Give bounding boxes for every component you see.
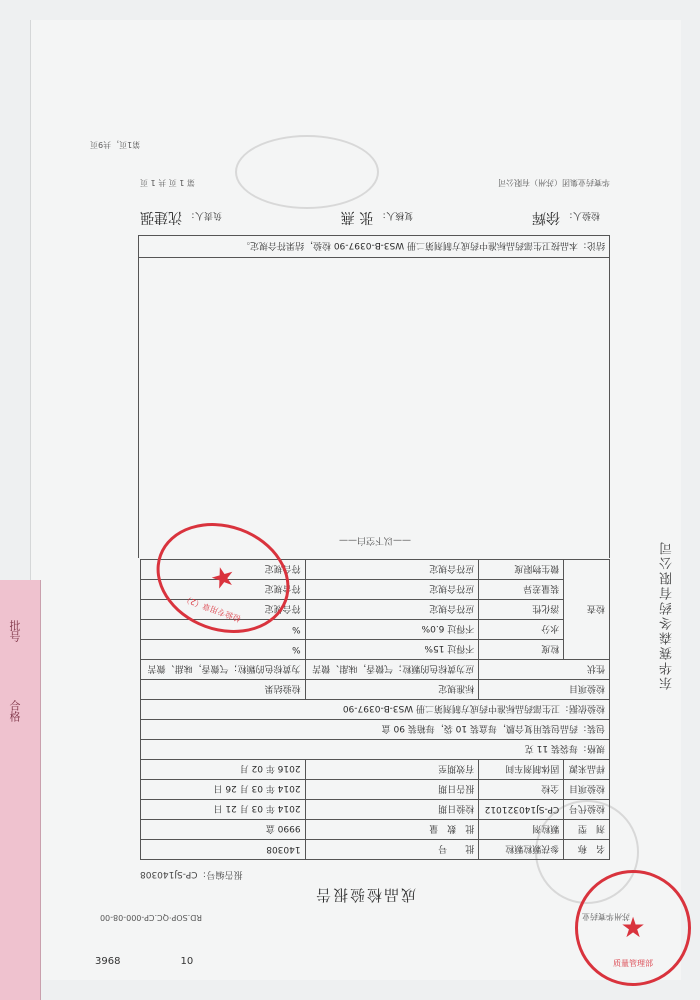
cell: 2014 年 03 月 21 日 <box>141 800 306 820</box>
approver-label: 负责人： <box>186 210 223 220</box>
cell: 参茯颗粒颗粒 <box>479 840 564 860</box>
seal-star-icon: ★ <box>620 911 646 944</box>
cell: 140308 <box>141 840 306 860</box>
check-label-cell: 检查 <box>564 560 610 660</box>
table-row <box>141 640 610 660</box>
page-number: 第1页，共9页 <box>90 140 141 149</box>
footer-pages: 第 1 页 共 1 页 <box>140 178 195 187</box>
table-header-row <box>141 680 610 700</box>
table-row <box>141 840 610 860</box>
cell: 溶化性 <box>479 600 564 620</box>
signature-row <box>140 208 600 228</box>
seal-star-icon: ★ <box>205 558 241 599</box>
cell: 性状 <box>479 660 610 680</box>
cell: 2014 年 03 月 26 日 <box>141 780 306 800</box>
bottom-code: 3968 <box>95 956 121 967</box>
doc-code: RD.SOP·QC.CP-000-08-00 <box>100 913 202 922</box>
cell: 批 号 <box>305 840 479 860</box>
checker-label: 检验人： <box>563 210 600 220</box>
cell: 检验日期 <box>305 800 479 820</box>
seal-text: 质量管理部 <box>613 959 653 968</box>
checker-signature: 徐辉 <box>531 209 560 225</box>
report-footer <box>140 177 610 188</box>
cell: 水分 <box>479 620 564 640</box>
report-number: 报告编号：CP-SJ140308 <box>140 869 243 879</box>
cell: 有效期至 <box>305 760 479 780</box>
cell: 检验代号 <box>564 800 610 820</box>
table-row <box>141 760 610 780</box>
cell: 9990 盒 <box>141 820 306 840</box>
cell: 符合规定 <box>141 600 306 620</box>
cell: 符合规定 <box>141 580 306 600</box>
cell: 样品来源 <box>564 760 610 780</box>
pink-slip <box>0 580 41 1000</box>
package-cell: 包装：药品包装用复合膜，每盒装 10 袋，每箱装 90 盒 <box>141 720 610 740</box>
cell: 检验项目 <box>564 780 610 800</box>
footer-company: 华赛药业集团（苏州）有限公司 <box>498 178 610 187</box>
reviewer <box>341 208 413 228</box>
reviewer-label: 复核人： <box>377 210 414 220</box>
basis-cell: 检验依据：卫生部药品标准中药成方制剂第二册 WS3-B-0397-90 <box>141 700 610 720</box>
report-topline <box>100 911 630 922</box>
cell: 应符合规定 <box>305 600 479 620</box>
cell: 2016 年 02 月 <box>141 760 306 780</box>
cell: % <box>141 620 306 640</box>
report-title: 成品检验报告 <box>314 886 417 904</box>
checker <box>532 208 600 228</box>
cell: 符合规定 <box>141 560 306 580</box>
table-row <box>141 820 610 840</box>
cell: 全检 <box>479 780 564 800</box>
cell: 装量差异 <box>479 580 564 600</box>
cell: 颗粒剂 <box>479 820 564 840</box>
bottom-mid: 10 <box>180 956 194 967</box>
spec-cell: 规格：每袋装 11 克 <box>141 740 610 760</box>
cell: % <box>141 640 306 660</box>
inspection-report <box>90 110 630 940</box>
cell: 为黄棕色的颗粒；气微香，味甜、微苦 <box>141 660 306 680</box>
cell: 固体制剂车间 <box>479 760 564 780</box>
approver <box>140 208 222 228</box>
table-row <box>141 700 610 720</box>
cell: 应符合规定 <box>305 580 479 600</box>
cell: CP-SJ140321012 <box>479 800 564 820</box>
table-row <box>141 780 610 800</box>
cell: 剂 型 <box>564 820 610 840</box>
table-row <box>141 800 610 820</box>
cell: 应符合规定 <box>305 560 479 580</box>
approver-signature: 沈建强 <box>140 209 182 225</box>
pink-slip-text: 合格 <box>8 700 21 722</box>
side-label: 东华赛森冬药有限公司 <box>660 540 675 690</box>
no-more-marker: ——以下空白—— <box>339 535 412 545</box>
cell: 粒度 <box>479 640 564 660</box>
reviewer-signature: 张 燕 <box>340 209 374 225</box>
col-header-standard: 标准规定 <box>305 680 479 700</box>
bottom-numbers <box>95 956 193 967</box>
cell: 不得过 15% <box>305 640 479 660</box>
cell: 报告日期 <box>305 780 479 800</box>
col-header-result: 检验结果 <box>141 680 306 700</box>
table-row <box>141 720 610 740</box>
seal-text: 检验专用章（2） <box>181 593 243 624</box>
conclusion: 结论：本品按卫生部药品标准中药成方制剂第二册 WS3-B-0397-90 检验，结果符合规定。 <box>138 235 610 258</box>
red-seal-corner <box>575 870 691 986</box>
blank-area <box>138 257 610 558</box>
cell: 名 称 <box>564 840 610 860</box>
cell: 批 数 量 <box>305 820 479 840</box>
pink-slip-text: 批号 <box>8 620 21 642</box>
table-row <box>141 660 610 680</box>
table-row <box>141 740 610 760</box>
cell: 不得过 6.0% <box>305 620 479 640</box>
col-header-item: 检验项目 <box>479 680 610 700</box>
cell: 应为黄棕色的颗粒；气微香，味甜、微苦 <box>305 660 479 680</box>
company-header: 苏州华赛药业 <box>582 912 630 921</box>
cell: 微生物限度 <box>479 560 564 580</box>
